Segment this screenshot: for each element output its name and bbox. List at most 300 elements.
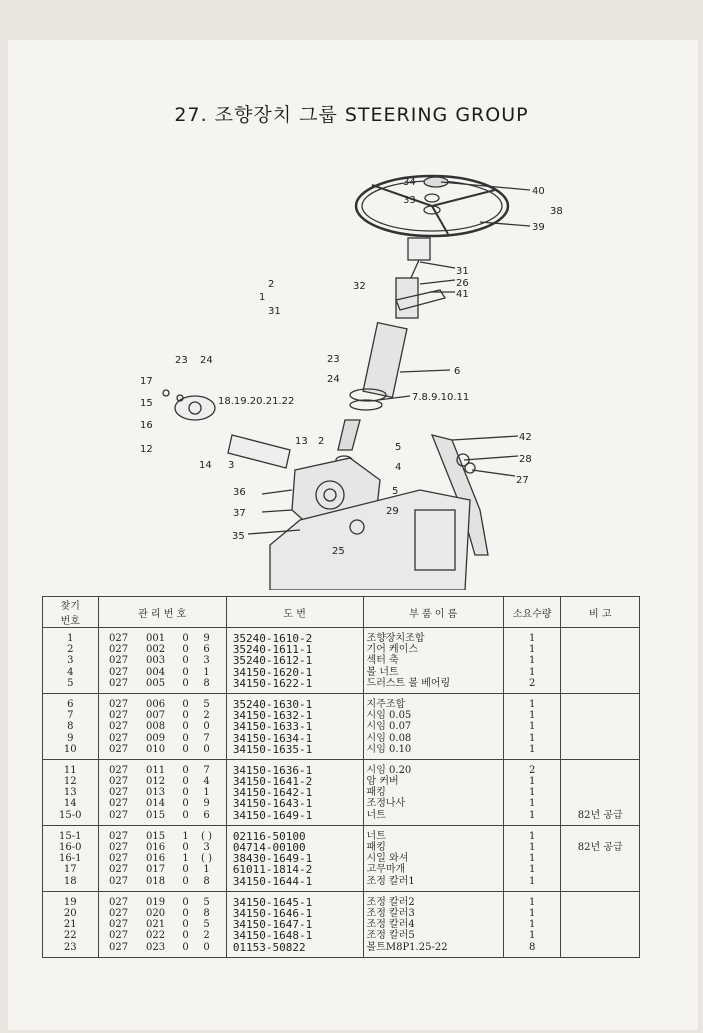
management-code-m4: 7 bbox=[203, 732, 210, 744]
quantity: 1 bbox=[529, 644, 536, 656]
management-number bbox=[102, 930, 223, 941]
management-code-m4: 2 bbox=[203, 710, 210, 722]
callout: 35 bbox=[232, 531, 245, 542]
callout: 13 bbox=[295, 436, 308, 447]
management-code-m4: 6 bbox=[203, 644, 210, 656]
quantity: 1 bbox=[529, 743, 536, 755]
callout: 5 bbox=[392, 486, 399, 497]
remark bbox=[564, 776, 636, 787]
quantity: 1 bbox=[529, 907, 536, 919]
quantity: 1 bbox=[529, 896, 536, 908]
callout: 33 bbox=[403, 195, 416, 206]
remark bbox=[564, 744, 636, 755]
management-number bbox=[102, 919, 223, 930]
management-code-m1: 027 bbox=[108, 875, 129, 887]
callout: 3 bbox=[228, 460, 235, 471]
management-code-m3: 1 bbox=[182, 853, 189, 865]
part-number: 15-1 bbox=[59, 830, 82, 842]
management-code-m1: 027 bbox=[108, 710, 129, 722]
part-number: 7 bbox=[67, 710, 74, 722]
management-code-m2: 007 bbox=[145, 710, 166, 722]
management-code-m1: 027 bbox=[108, 633, 129, 644]
drawing-number: 34150-1632-1 bbox=[232, 709, 313, 723]
quantity: 1 bbox=[529, 830, 536, 842]
management-code-m3: 0 bbox=[182, 743, 189, 755]
management-code-m2: 010 bbox=[145, 743, 166, 755]
callout: 2 bbox=[268, 279, 275, 290]
management-code-m2: 016 bbox=[145, 853, 166, 865]
remark bbox=[564, 765, 636, 776]
management-code-m2: 008 bbox=[145, 721, 166, 733]
management-code-m4: 6 bbox=[203, 809, 210, 821]
callout: 28 bbox=[519, 454, 532, 465]
management-code-m2: 017 bbox=[145, 864, 166, 876]
part-number: 16-0 bbox=[59, 842, 82, 853]
management-code-m2: 021 bbox=[145, 919, 166, 931]
callout: 15 bbox=[140, 398, 153, 409]
cell-quantity bbox=[503, 825, 561, 891]
management-code-m2: 023 bbox=[145, 941, 166, 953]
remark: 82년 공급 bbox=[577, 809, 623, 821]
drawing-number: 34150-1634-1 bbox=[232, 731, 313, 745]
drawing-number: 34150-1647-1 bbox=[232, 918, 313, 932]
part-number: 19 bbox=[63, 896, 77, 908]
management-code-m2: 004 bbox=[145, 666, 166, 678]
callout: 7.8.9.10.11 bbox=[412, 392, 470, 403]
management-code-m2: 020 bbox=[145, 907, 166, 919]
part-name: 조정 칼러4 bbox=[366, 919, 415, 931]
management-number bbox=[102, 744, 223, 755]
part-number: 18 bbox=[63, 875, 77, 887]
management-code-m1: 027 bbox=[108, 677, 129, 689]
part-name: 패킹 bbox=[366, 787, 386, 799]
part-number: 15-0 bbox=[59, 809, 82, 821]
management-code-m3: 0 bbox=[182, 644, 189, 656]
management-code-m2: 016 bbox=[145, 842, 166, 853]
management-code-m1: 027 bbox=[108, 853, 129, 865]
management-code-m1: 027 bbox=[108, 655, 129, 667]
management-number bbox=[102, 776, 223, 787]
parts-group bbox=[43, 628, 640, 694]
management-code-m4: 1 bbox=[203, 864, 210, 876]
cell-quantity bbox=[503, 759, 561, 825]
management-code-m4: 2 bbox=[203, 930, 210, 942]
part-name: 조정 칼러5 bbox=[366, 930, 415, 942]
management-code-m4: 5 bbox=[203, 896, 210, 908]
drawing-number: 34150-1642-1 bbox=[232, 786, 313, 800]
part-number: 2 bbox=[67, 644, 74, 656]
drawing-number: 34150-1635-1 bbox=[232, 742, 313, 756]
management-code-m4: 9 bbox=[203, 798, 210, 810]
management-code-m1: 027 bbox=[108, 842, 129, 853]
callout: 2 bbox=[318, 436, 325, 447]
part-name: 조정 칼러1 bbox=[366, 875, 415, 887]
cell-management-number bbox=[98, 891, 226, 957]
callout: 41 bbox=[456, 289, 469, 300]
management-code-m1: 027 bbox=[108, 919, 129, 931]
quantity: 1 bbox=[529, 776, 536, 788]
remark bbox=[564, 919, 636, 930]
part-number: 4 bbox=[67, 666, 74, 678]
table-row bbox=[43, 825, 640, 891]
part-name: 패킹 bbox=[366, 842, 386, 853]
part-name: 시임 0.07 bbox=[366, 721, 412, 733]
part-number: 6 bbox=[67, 698, 74, 710]
callout: 42 bbox=[519, 432, 532, 443]
callout: 16 bbox=[140, 420, 153, 431]
quantity: 2 bbox=[529, 764, 536, 776]
remark bbox=[564, 667, 636, 678]
management-code-m1: 027 bbox=[108, 896, 129, 908]
part-name: 암 커버 bbox=[366, 776, 399, 788]
management-code-m1: 027 bbox=[108, 864, 129, 876]
management-code-m4: 5 bbox=[203, 698, 210, 710]
drawing-number: 01153-50822 bbox=[232, 940, 306, 954]
management-code-m4: ( ) bbox=[201, 830, 213, 842]
steering-exploded-diagram bbox=[0, 150, 703, 590]
management-number bbox=[102, 699, 223, 710]
drawing-number: 34150-1648-1 bbox=[232, 929, 313, 943]
management-code-m3: 0 bbox=[182, 809, 189, 821]
remark bbox=[564, 853, 636, 864]
management-number bbox=[102, 897, 223, 908]
quantity: 1 bbox=[529, 666, 536, 678]
management-number bbox=[102, 853, 223, 864]
remark bbox=[564, 644, 636, 655]
management-code-m4: 5 bbox=[203, 919, 210, 931]
management-code-m2: 002 bbox=[145, 644, 166, 656]
part-name: 시일 와셔 bbox=[366, 853, 409, 865]
quantity: 1 bbox=[529, 875, 536, 887]
callout: 1 bbox=[259, 292, 266, 303]
parts-group bbox=[43, 759, 640, 825]
cell-number bbox=[43, 693, 99, 759]
remark bbox=[564, 876, 636, 887]
quantity: 2 bbox=[529, 677, 536, 689]
cell-number bbox=[43, 628, 99, 694]
management-code-m4: 9 bbox=[203, 633, 210, 644]
cell-number bbox=[43, 825, 99, 891]
cell-remarks bbox=[561, 693, 640, 759]
part-name: 지주조합 bbox=[366, 698, 406, 710]
management-number bbox=[102, 644, 223, 655]
management-code-m1: 027 bbox=[108, 764, 129, 776]
parts-group bbox=[43, 825, 640, 891]
header-part-name: 부 품 이 름 bbox=[363, 597, 503, 628]
cell-drawing-number bbox=[226, 891, 363, 957]
quantity: 1 bbox=[529, 732, 536, 744]
management-code-m2: 009 bbox=[145, 732, 166, 744]
drawing-number: 34150-1636-1 bbox=[232, 763, 313, 777]
management-code-m3: 0 bbox=[182, 776, 189, 788]
remark bbox=[564, 721, 636, 732]
management-code-m3: 0 bbox=[182, 633, 189, 644]
management-code-m1: 027 bbox=[108, 830, 129, 842]
part-name: 기어 케이스 bbox=[366, 644, 419, 656]
part-name: 너트 bbox=[366, 809, 386, 821]
parts-table bbox=[42, 596, 640, 958]
management-code-m2: 003 bbox=[145, 655, 166, 667]
management-code-m3: 0 bbox=[182, 732, 189, 744]
table-row bbox=[43, 628, 640, 694]
quantity: 1 bbox=[529, 809, 536, 821]
management-code-m3: 0 bbox=[182, 721, 189, 733]
callout: 34 bbox=[403, 177, 416, 188]
management-code-m3: 1 bbox=[182, 830, 189, 842]
management-code-m4: 1 bbox=[203, 666, 210, 678]
management-code-m3: 0 bbox=[182, 896, 189, 908]
drawing-number: 34150-1633-1 bbox=[232, 720, 313, 734]
management-code-m2: 015 bbox=[145, 809, 166, 821]
management-code-m4: 0 bbox=[203, 721, 210, 733]
quantity: 1 bbox=[529, 655, 536, 667]
management-code-m1: 027 bbox=[108, 776, 129, 788]
remark bbox=[564, 655, 636, 666]
management-code-m1: 027 bbox=[108, 721, 129, 733]
quantity: 1 bbox=[529, 798, 536, 810]
drawing-number: 02116-50100 bbox=[232, 829, 306, 843]
part-name: 시임 0.10 bbox=[366, 743, 412, 755]
callout: 23 bbox=[175, 355, 188, 366]
management-code-m4: 7 bbox=[203, 764, 210, 776]
management-code-m1: 027 bbox=[108, 644, 129, 656]
part-number: 20 bbox=[63, 907, 77, 919]
remark: 82년 공급 bbox=[577, 842, 623, 853]
quantity: 8 bbox=[529, 941, 536, 953]
header-drawing-number: 도 번 bbox=[226, 597, 363, 628]
callout: 18.19.20.21.22 bbox=[218, 396, 295, 407]
callout: 26 bbox=[456, 278, 469, 289]
part-name: 조정나사 bbox=[366, 798, 406, 810]
part-number: 11 bbox=[63, 764, 77, 776]
callout: 31 bbox=[456, 266, 469, 277]
management-code-m3: 0 bbox=[182, 698, 189, 710]
cell-drawing-number bbox=[226, 825, 363, 891]
remark bbox=[564, 733, 636, 744]
cell-quantity bbox=[503, 693, 561, 759]
callout: 25 bbox=[332, 546, 345, 557]
quantity: 1 bbox=[529, 633, 536, 644]
management-code-m2: 015 bbox=[145, 830, 166, 842]
header-number: 찾기 번호 bbox=[43, 597, 99, 628]
management-number bbox=[102, 810, 223, 821]
drawing-number: 34150-1644-1 bbox=[232, 874, 313, 888]
management-number bbox=[102, 678, 223, 689]
drawing-number: 34150-1646-1 bbox=[232, 906, 313, 920]
management-code-m4: 3 bbox=[203, 842, 210, 853]
management-code-m3: 0 bbox=[182, 842, 189, 853]
part-number: 1 bbox=[67, 633, 74, 644]
cell-part-name bbox=[363, 891, 503, 957]
part-number: 14 bbox=[63, 798, 77, 810]
callout: 32 bbox=[353, 281, 366, 292]
part-number: 3 bbox=[67, 655, 74, 667]
management-number bbox=[102, 765, 223, 776]
management-code-m4: 8 bbox=[203, 875, 210, 887]
management-number bbox=[102, 864, 223, 875]
management-number bbox=[102, 655, 223, 666]
management-code-m3: 0 bbox=[182, 930, 189, 942]
callout: 31 bbox=[268, 306, 281, 317]
management-code-m1: 027 bbox=[108, 698, 129, 710]
management-number bbox=[102, 667, 223, 678]
management-number bbox=[102, 633, 223, 644]
parts-group bbox=[43, 891, 640, 957]
management-code-m3: 0 bbox=[182, 677, 189, 689]
callout: 23 bbox=[327, 354, 340, 365]
callout: 24 bbox=[327, 374, 340, 385]
management-code-m3: 0 bbox=[182, 655, 189, 667]
management-code-m2: 014 bbox=[145, 798, 166, 810]
management-number bbox=[102, 733, 223, 744]
management-code-m4: 8 bbox=[203, 907, 210, 919]
management-code-m2: 006 bbox=[145, 698, 166, 710]
management-code-m2: 013 bbox=[145, 787, 166, 799]
part-number: 12 bbox=[63, 776, 77, 788]
quantity: 1 bbox=[529, 919, 536, 931]
cell-drawing-number bbox=[226, 628, 363, 694]
management-number bbox=[102, 787, 223, 798]
drawing-number: 35240-1611-1 bbox=[232, 643, 313, 657]
management-number bbox=[102, 942, 223, 953]
callout: 14 bbox=[199, 460, 212, 471]
cell-part-name bbox=[363, 628, 503, 694]
part-name: 너트 bbox=[366, 830, 386, 842]
management-code-m3: 0 bbox=[182, 875, 189, 887]
drawing-number: 34150-1643-1 bbox=[232, 797, 313, 811]
part-name: 시임 0.08 bbox=[366, 732, 412, 744]
cell-quantity bbox=[503, 891, 561, 957]
management-code-m1: 027 bbox=[108, 809, 129, 821]
management-number bbox=[102, 876, 223, 887]
header-management-number: 관 리 번 호 bbox=[98, 597, 226, 628]
management-code-m4: 3 bbox=[203, 655, 210, 667]
callout: 40 bbox=[532, 186, 545, 197]
remark bbox=[564, 787, 636, 798]
cell-number bbox=[43, 759, 99, 825]
cell-drawing-number bbox=[226, 693, 363, 759]
part-name: 볼트M8P1.25-22 bbox=[366, 941, 448, 953]
callout: 24 bbox=[200, 355, 213, 366]
quantity: 1 bbox=[529, 710, 536, 722]
management-code-m1: 027 bbox=[108, 798, 129, 810]
cell-management-number bbox=[98, 825, 226, 891]
drawing-number: 35240-1612-1 bbox=[232, 654, 313, 668]
quantity: 1 bbox=[529, 853, 536, 865]
cell-part-name bbox=[363, 825, 503, 891]
callout: 38 bbox=[550, 206, 563, 217]
quantity: 1 bbox=[529, 842, 536, 853]
part-name: 조정 칼러2 bbox=[366, 896, 415, 908]
remark bbox=[564, 897, 636, 908]
cell-remarks bbox=[561, 825, 640, 891]
callout: 27 bbox=[516, 475, 529, 486]
part-name: 조향장치조합 bbox=[366, 633, 425, 644]
management-code-m2: 012 bbox=[145, 776, 166, 788]
management-code-m3: 0 bbox=[182, 907, 189, 919]
quantity: 1 bbox=[529, 930, 536, 942]
management-number bbox=[102, 908, 223, 919]
remark bbox=[564, 710, 636, 721]
management-code-m4: 4 bbox=[203, 776, 210, 788]
management-number bbox=[102, 798, 223, 809]
cell-number bbox=[43, 891, 99, 957]
drawing-number: 34150-1649-1 bbox=[232, 808, 313, 822]
callout: 6 bbox=[454, 366, 461, 377]
cell-quantity bbox=[503, 628, 561, 694]
remark bbox=[564, 633, 636, 644]
part-number: 9 bbox=[67, 732, 74, 744]
drawing-number: 34150-1645-1 bbox=[232, 895, 313, 909]
cell-part-name bbox=[363, 759, 503, 825]
part-number: 10 bbox=[63, 743, 77, 755]
management-code-m1: 027 bbox=[108, 743, 129, 755]
management-code-m1: 027 bbox=[108, 732, 129, 744]
management-code-m4: 1 bbox=[203, 787, 210, 799]
management-number bbox=[102, 831, 223, 842]
cell-drawing-number bbox=[226, 759, 363, 825]
callout: 37 bbox=[233, 508, 246, 519]
cell-management-number bbox=[98, 693, 226, 759]
drawing-number: 61011-1814-2 bbox=[232, 863, 313, 877]
part-name: 섹터 축 bbox=[366, 655, 399, 667]
part-name: 조정 칼러3 bbox=[366, 907, 415, 919]
remark bbox=[564, 831, 636, 842]
management-code-m3: 0 bbox=[182, 710, 189, 722]
management-code-m2: 018 bbox=[145, 875, 166, 887]
cell-management-number bbox=[98, 759, 226, 825]
steering-column-tube bbox=[363, 323, 407, 398]
quantity: 1 bbox=[529, 864, 536, 876]
table-row bbox=[43, 891, 640, 957]
quantity: 1 bbox=[529, 698, 536, 710]
management-code-m3: 0 bbox=[182, 798, 189, 810]
management-number bbox=[102, 842, 223, 853]
management-code-m3: 0 bbox=[182, 787, 189, 799]
part-name: 시임 0.20 bbox=[366, 764, 412, 776]
management-code-m1: 027 bbox=[108, 666, 129, 678]
management-code-m2: 019 bbox=[145, 896, 166, 908]
remark bbox=[564, 798, 636, 809]
management-code-m3: 0 bbox=[182, 941, 189, 953]
part-number: 23 bbox=[63, 941, 77, 953]
header-remarks: 비 고 bbox=[561, 597, 640, 628]
sector-shaft bbox=[228, 435, 290, 468]
remark bbox=[564, 678, 636, 689]
part-number: 22 bbox=[63, 930, 77, 942]
cell-remarks bbox=[561, 891, 640, 957]
cell-remarks bbox=[561, 759, 640, 825]
management-code-m2: 011 bbox=[145, 764, 166, 776]
remark bbox=[564, 930, 636, 941]
callout: 4 bbox=[395, 462, 402, 473]
page-title: 27. 조향장치 그룹 STEERING GROUP bbox=[174, 104, 529, 126]
management-number bbox=[102, 721, 223, 732]
management-code-m3: 0 bbox=[182, 666, 189, 678]
drawing-number: 35240-1610-2 bbox=[232, 632, 313, 645]
management-code-m1: 027 bbox=[108, 930, 129, 942]
callout: 36 bbox=[233, 487, 246, 498]
remark bbox=[564, 942, 636, 953]
cell-part-name bbox=[363, 693, 503, 759]
drawing-number: 34150-1641-2 bbox=[232, 775, 313, 789]
management-code-m3: 0 bbox=[182, 864, 189, 876]
remark bbox=[564, 699, 636, 710]
part-number: 8 bbox=[67, 721, 74, 733]
quantity: 1 bbox=[529, 787, 536, 799]
management-code-m4: 8 bbox=[203, 677, 210, 689]
quantity: 1 bbox=[529, 721, 536, 733]
